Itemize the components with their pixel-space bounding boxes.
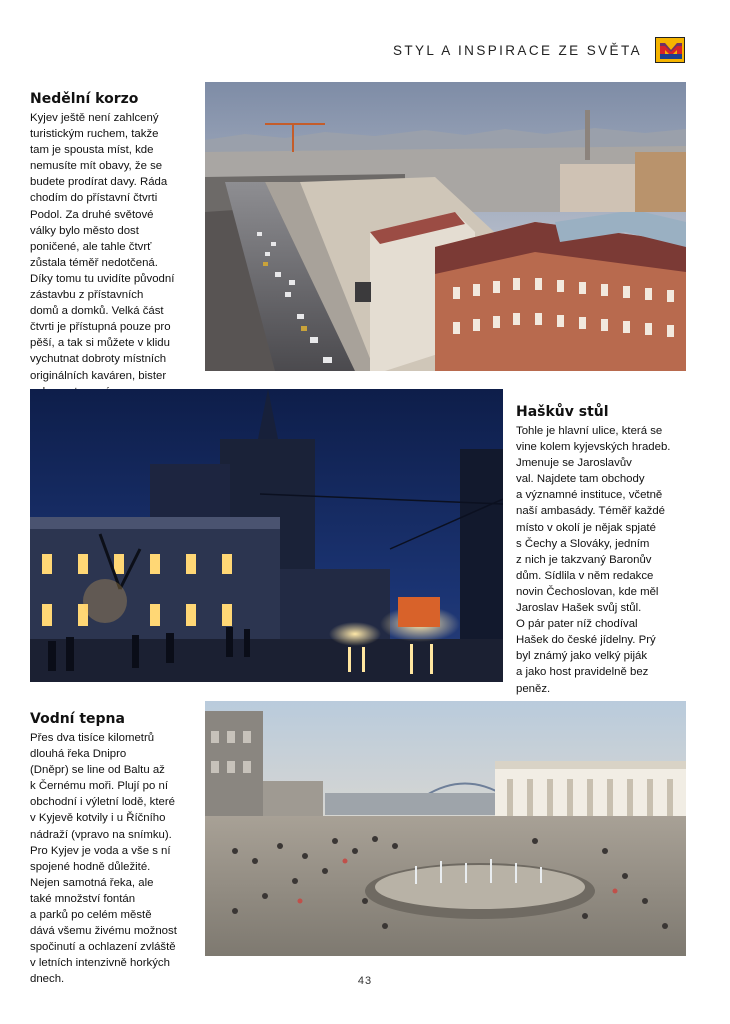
body-text-line: Podol. Za druhé světové xyxy=(30,208,154,221)
body-text-line: turistickým ruchem, takže xyxy=(30,128,159,141)
section-body-nedelni-korzo xyxy=(30,110,174,400)
body-text-line: originálních kaváren, bister xyxy=(30,369,167,382)
section-body-vodni-tepna xyxy=(30,730,177,988)
body-text-line: O pár pater níž chodíval xyxy=(516,618,638,631)
body-text-line: vychutnat dobroty místních xyxy=(30,353,167,366)
body-text-line: a jako host pravidelně bez xyxy=(516,666,649,679)
body-text-line: nádraží (vpravo na snímku). xyxy=(30,828,172,841)
body-text-line: Pro Kyjev je voda a vše s ní xyxy=(30,844,171,857)
body-text-line: z nich je takzvaný Baronův xyxy=(516,553,652,566)
body-text-line: také množství fontán xyxy=(30,892,136,905)
body-text-line: obchodní i výletní lodě, které xyxy=(30,796,176,809)
body-text-line: čtvrti je přístupná pouze pro xyxy=(30,321,171,334)
page-number: 43 xyxy=(357,975,373,987)
body-text-line: místo v okolí je nějak spjaté xyxy=(516,521,656,534)
body-text-line: Kyjev ještě není zahlcený xyxy=(30,112,159,124)
section-body-haskuv-stul xyxy=(516,423,670,697)
body-text-line: a významné instituce, včetně xyxy=(516,489,663,502)
body-text-line: Tohle je hlavní ulice, která se xyxy=(516,425,663,437)
body-text-line: Díky tomu tu uvidíte původní xyxy=(30,272,175,285)
body-text-line: v letních intenzivně horkých xyxy=(30,957,170,970)
body-text-line: dává všemu živému možnost xyxy=(30,925,177,938)
body-text-line: zástavbu z přístavních xyxy=(30,289,144,302)
body-text-line: domů a domků. Velká část xyxy=(30,305,164,318)
body-text-line: Nejen samotná řeka, ale xyxy=(30,876,154,889)
yaroslaviv-val-night-photo xyxy=(30,389,503,682)
body-text-line: spojené hodně důležité. xyxy=(30,860,151,873)
fountain-square-photo xyxy=(205,701,686,956)
podil-street-aerial-photo xyxy=(205,82,686,371)
body-text-line: vine kolem kyjevských hradeb. xyxy=(516,441,671,454)
body-text-line: tam je spousta míst, kde xyxy=(30,144,154,157)
body-text-line: dnech. xyxy=(30,973,65,986)
body-text-line: Hašek do české jídelny. Prý xyxy=(516,634,656,647)
body-text-line: poničené, ale tahle čtvrť xyxy=(30,240,152,253)
body-text-line: k Černému moři. Plují po ní xyxy=(30,780,169,793)
body-text-line: dům. Sídlila v něm redakce xyxy=(516,569,654,582)
section-title-vodni-tepna: Vodní tepna xyxy=(30,711,125,727)
header-title: STYL A INSPIRACE ZE SVĚTA xyxy=(392,43,642,58)
body-text-line: (Dněpr) se line od Baltu až xyxy=(30,764,165,777)
body-text-line: dlouhá řeka Dnipro xyxy=(30,748,127,761)
body-text-line: pěší, a tak si můžete v klidu xyxy=(30,337,170,350)
body-text-line: novin Čechoslovan, kde měl xyxy=(516,585,659,598)
body-text-line: Jmenuje se Jaroslavův xyxy=(516,457,632,470)
body-text-line: války bylo město dost xyxy=(30,224,139,237)
body-text-line: chodím do přístavní čtvrti xyxy=(30,192,158,205)
body-text-line: zůstala téměř nedotčená. xyxy=(30,256,158,269)
body-text-line: a parků po celém městě xyxy=(30,909,152,922)
body-text-line: nemusíte mít obavy, že se xyxy=(30,160,163,173)
section-title-nedelni-korzo: Nedělní korzo xyxy=(30,91,139,107)
body-text-line: budete prodírat davy. Ráda xyxy=(30,176,168,189)
body-text-line: naší ambasády. Téměř každé xyxy=(516,505,665,518)
body-text-line: spočinutí a ochlazení zvláště xyxy=(30,941,176,954)
magazine-logo xyxy=(655,37,685,63)
body-text-line: Přes dva tisíce kilometrů xyxy=(30,732,155,744)
body-text-line: val. Najdete tam obchody xyxy=(516,473,645,486)
section-title-haskuv-stul: Haškův stůl xyxy=(516,404,609,420)
body-text-line: s Čechy a Slováky, jedním xyxy=(516,537,650,550)
body-text-line: Jaroslav Hašek svůj stůl. xyxy=(516,602,642,615)
body-text-line: peněz. xyxy=(516,682,551,695)
body-text-line: v Kyjevě kotvily i u Říčního xyxy=(30,812,166,825)
body-text-line: byl známý jako velký piják xyxy=(516,650,648,663)
